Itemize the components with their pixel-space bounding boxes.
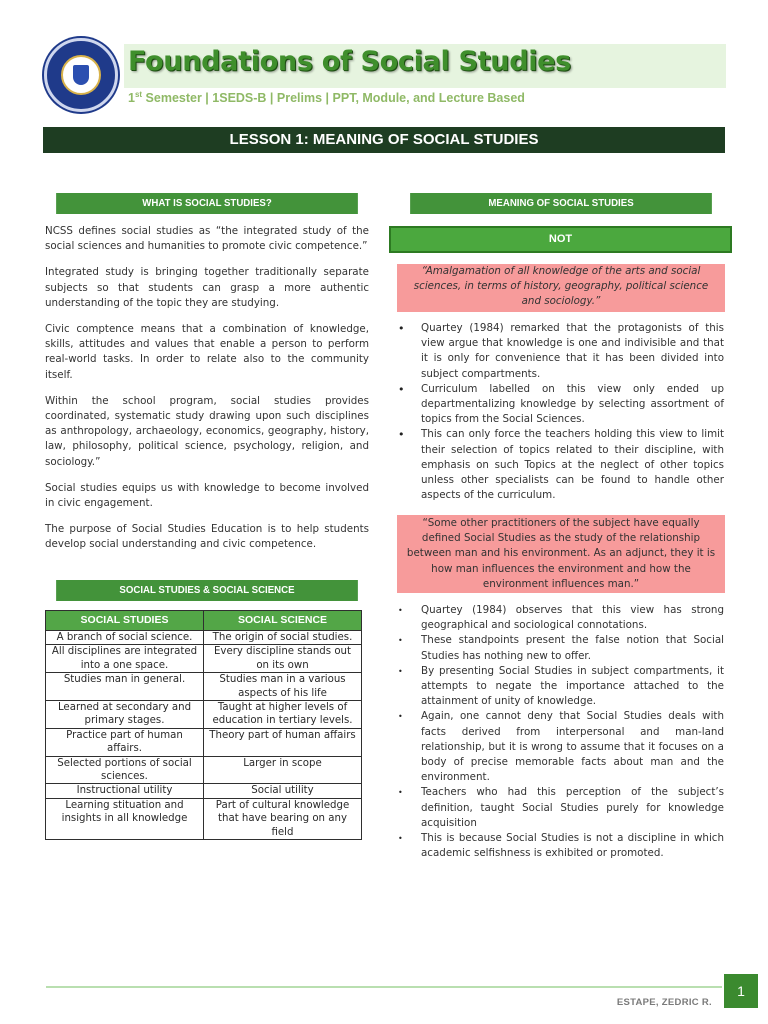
section-heading-compare: SOCIAL STUDIES & SOCIAL SCIENCE	[56, 580, 358, 601]
school-seal-logo	[44, 38, 118, 112]
table-cell: Theory part of human affairs	[204, 728, 362, 756]
table-row	[46, 756, 362, 784]
table-cell: Practice part of human affairs.	[46, 728, 204, 756]
bullet-list-second-view	[398, 603, 724, 861]
column-header: SOCIAL STUDIES	[46, 611, 204, 631]
paragraph: Social studies equips us with knowledge to become involved in civic engagement.	[45, 481, 369, 510]
paragraph: Within the school program, social studies provides coordinated, systematic study drawing upon such disciplines as anthropology, archaeology, economics, geography, history, law, philosophy, political science, psychology, religion, and sociology.”	[45, 394, 369, 468]
author-name: ESTAPE, ZEDRIC R.	[616, 997, 712, 1008]
list-item: • By presenting Social Studies in subject compartments, it attempts to negate the importance attached to the attainment of unity of knowledge.	[398, 664, 724, 710]
list-item: • Teachers who had this perception of the subject’s definition, taught Social Studies purely for knowledge acquisition	[398, 785, 724, 831]
quote-box-environment: “Some other practitioners of the subject have equally defined Social Studies as the study of the relationship between man and his environment. As an adjunct, they it is how man influences the environment and how the environment influences man.”	[397, 515, 725, 593]
lesson-title-bar: LESSON 1: MEANING OF SOCIAL STUDIES	[43, 127, 725, 153]
table-cell: Selected portions of social sciences.	[46, 756, 204, 784]
column-header: SOCIAL SCIENCE	[204, 611, 362, 631]
table-row	[46, 784, 362, 798]
table-cell: Learning stituation and insights in all knowledge	[46, 798, 204, 839]
table-cell: Learned at secondary and primary stages.	[46, 701, 204, 729]
table-row	[46, 645, 362, 673]
paragraph: The purpose of Social Studies Education is to help students develop social understanding and civic competence.	[45, 523, 369, 551]
table-row	[46, 701, 362, 729]
table-cell: Every discipline stands out on its own	[204, 645, 362, 673]
page-title: Foundations of Social Studies	[128, 46, 571, 77]
paragraph: Integrated study is bringing together traditionally separate subjects so that students can grasp a more authentic understanding of the topic they are studying.	[45, 266, 369, 309]
section-heading-meaning: MEANING OF SOCIAL STUDIES	[410, 193, 712, 214]
list-item: • Curriculum labelled on this view only ended up departmentalizing knowledge by selecting assortment of topics from the Social Sciences.	[398, 382, 724, 428]
table-cell: The origin of social studies.	[204, 631, 362, 645]
left-column-text	[45, 224, 369, 564]
table-cell: Part of cultural knowledge that have bearing on any field	[204, 798, 362, 839]
table-row	[46, 631, 362, 645]
list-item: • This can only force the teachers holding this view to limit their selection of topics related to their discipline, with emphasis on such Topics at the neglect of other topics unless other specialists can be found to handle other aspects of the curriculum.	[398, 427, 724, 503]
page-subtitle: 1st Semester | 1SEDS-B | Prelims | PPT, Module, and Lecture Based	[128, 90, 525, 106]
paragraph: Civic comptence means that a combination of knowledge, skills, attitudes and values that enable a person to perform real-world tasks. In order to relate also to the community itself.	[45, 323, 369, 381]
section-heading-what-is: WHAT IS SOCIAL STUDIES?	[56, 193, 358, 214]
table-cell: Taught at higher levels of education in tertiary levels.	[204, 701, 362, 729]
table-row	[46, 728, 362, 756]
list-item: • Again, one cannot deny that Social Studies deals with facts derived from interpersonal and man-land relationship, but it is wrong to assume that it focuses on a body of precise memorable facts about man and the environment.	[398, 709, 724, 785]
table-cell: Instructional utility	[46, 784, 204, 798]
table-row	[46, 798, 362, 839]
table-cell: Larger in scope	[204, 756, 362, 784]
list-item: • This is because Social Studies is not a discipline in which academic selfishness is exhibited or promoted.	[398, 831, 724, 861]
paragraph: NCSS defines social studies as “the integrated study of the social sciences and humanities to promote civic competence.”	[45, 225, 369, 253]
table-cell: A branch of social science.	[46, 631, 204, 645]
footer-divider	[46, 986, 722, 988]
list-item: • These standpoints present the false notion that Social Studies has nothing new to offer.	[398, 633, 724, 663]
table-row	[46, 673, 362, 701]
table-cell: Social utility	[204, 784, 362, 798]
table-header-row	[46, 611, 362, 631]
table-cell: Studies man in general.	[46, 673, 204, 701]
not-label-box: NOT	[389, 226, 732, 253]
list-item: • Quartey (1984) remarked that the protagonists of this view argue that knowledge is one and indivisible and that it is only for convenience that it has been divided into subject compartments.	[398, 321, 724, 382]
table-cell: All disciplines are integrated into a one space.	[46, 645, 204, 673]
comparison-table	[45, 610, 362, 840]
list-item: • Quartey (1984) observes that this view has strong geographical and sociological connotations.	[398, 603, 724, 633]
bullet-list-first-view	[398, 321, 724, 503]
quote-box-amalgamation: “Amalgamation of all knowledge of the arts and social sciences, in terms of history, geography, political science and sociology.”	[397, 264, 725, 312]
page-number-badge: 1	[724, 974, 758, 1008]
table-cell: Studies man in a various aspects of his life	[204, 673, 362, 701]
